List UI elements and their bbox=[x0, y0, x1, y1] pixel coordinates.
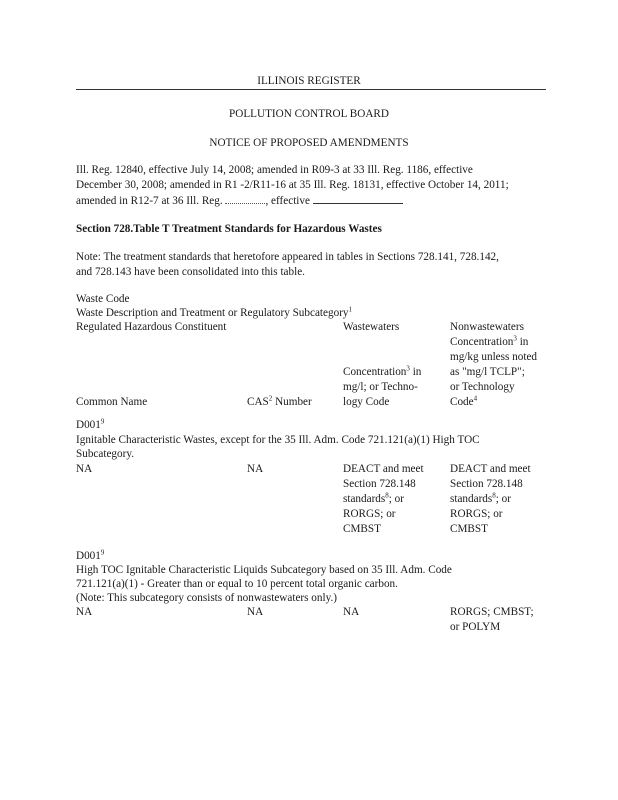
nww-header-in: in bbox=[516, 336, 529, 348]
entry-2-code bbox=[76, 549, 104, 564]
ww-header-in: in bbox=[409, 366, 422, 378]
entry-2-ww: NA bbox=[343, 606, 360, 618]
header-rule bbox=[76, 89, 546, 90]
note-line-1: Note: The treatment standards that heretofore appeared in tables in Sections 728.141, 728.142, bbox=[76, 251, 499, 263]
nww-header-code: Code bbox=[450, 396, 474, 408]
history-line-2: December 30, 2008; amended in R1 -2/R11-16 at 35 Ill. Reg. 18131, effective October 14, 2011; bbox=[76, 179, 509, 191]
nww-header-line-4: as "mg/l TCLP"; bbox=[450, 366, 525, 378]
regulated-header: Regulated Hazardous Constituent bbox=[76, 321, 227, 333]
cas-header-after: Number bbox=[272, 396, 312, 408]
entry-2-nww-line-1: RORGS; CMBST; bbox=[450, 606, 534, 618]
notice-title: NOTICE OF PROPOSED AMENDMENTS bbox=[209, 137, 409, 149]
ww-conc-footnote: 3 bbox=[406, 364, 410, 373]
wastewaters-header: Wastewaters bbox=[343, 321, 400, 333]
note-line-2: and 728.143 have been consolidated into this table. bbox=[76, 266, 305, 278]
entry-1-nww bbox=[450, 462, 531, 537]
nww-conc-footnote: 3 bbox=[513, 334, 517, 343]
nonwastewaters-header bbox=[450, 320, 537, 410]
cas-number-header bbox=[247, 395, 312, 410]
effective-date-blank bbox=[313, 193, 403, 204]
nww-header-line-1: Nonwastewaters bbox=[450, 321, 524, 333]
entry-2-common: NA bbox=[76, 606, 93, 618]
history-line-3 bbox=[76, 193, 403, 209]
register-page-blank bbox=[225, 193, 265, 204]
entry-1-ww-footnote: 8 bbox=[385, 491, 389, 500]
entry-1-code bbox=[76, 418, 104, 433]
entry-1-nww-footnote: 8 bbox=[492, 491, 496, 500]
entry-1-desc-line-2: Subcategory. bbox=[76, 448, 134, 460]
entry-1-desc-line-1: Ignitable Characteristic Wastes, except for the 35 Ill. Adm. Code 721.121(a)(1) High TOC bbox=[76, 434, 480, 446]
ww-header-line-1 bbox=[343, 365, 421, 380]
nww-header-conc: Concentration bbox=[450, 336, 514, 348]
entry-2-nww bbox=[450, 605, 534, 635]
cas-footnote: 2 bbox=[268, 394, 273, 403]
entry-1-code-text: D001 bbox=[76, 419, 101, 431]
entry-2-code-footnote: 9 bbox=[100, 548, 105, 557]
cas-header-text: CAS bbox=[247, 396, 269, 408]
entry-1-ww-line-1: DEACT and meet bbox=[343, 463, 424, 475]
entry-1-ww-line-3 bbox=[343, 492, 424, 507]
entry-2-cas: NA bbox=[247, 606, 264, 618]
entry-1-nww-line-3 bbox=[450, 492, 531, 507]
nww-header-line-6 bbox=[450, 395, 537, 410]
entry-1-cas: NA bbox=[247, 463, 264, 475]
history-line-3-text: amended in R12-7 at 36 Ill. Reg. bbox=[76, 195, 223, 207]
entry-1-ww-standards: standards bbox=[343, 493, 386, 505]
board-title: POLLUTION CONTROL BOARD bbox=[229, 108, 389, 120]
nww-header-line-2 bbox=[450, 335, 537, 350]
entry-1-nww-or: ; or bbox=[495, 493, 511, 505]
entry-1-ww-line-4: RORGS; or bbox=[343, 508, 396, 520]
entry-2-desc-line-3: (Note: This subcategory consists of nonwastewaters only.) bbox=[76, 592, 337, 604]
entry-2-desc-line-2: 721.121(a)(1) - Greater than or equal to 10 percent total organic carbon. bbox=[76, 578, 398, 590]
ww-header-line-2: mg/l; or Techno- bbox=[343, 381, 418, 393]
entry-1-nww-line-2: Section 728.148 bbox=[450, 478, 523, 490]
entry-1-nww-line-4: RORGS; or bbox=[450, 508, 503, 520]
entry-1-code-footnote: 9 bbox=[100, 417, 105, 426]
waste-desc-footnote: 1 bbox=[348, 305, 353, 314]
common-name-header: Common Name bbox=[76, 396, 148, 408]
entry-2-nww-line-2: or POLYM bbox=[450, 621, 501, 633]
waste-desc-header bbox=[76, 306, 352, 321]
history-line-1: Ill. Reg. 12840, effective July 14, 2008; amended in R09-3 at 33 Ill. Reg. 1186, effective bbox=[76, 164, 473, 176]
ww-header-conc: Concentration bbox=[343, 366, 407, 378]
section-title: Section 728.Table T Treatment Standards for Hazardous Wastes bbox=[76, 223, 382, 235]
entry-2-desc-line-1: High TOC Ignitable Characteristic Liquids Subcategory based on 35 Ill. Adm. Code bbox=[76, 564, 452, 576]
entry-1-ww-line-2: Section 728.148 bbox=[343, 478, 416, 490]
waste-code-header: Waste Code bbox=[76, 293, 130, 305]
entry-2-code-text: D001 bbox=[76, 550, 101, 562]
entry-1-ww-or: ; or bbox=[388, 493, 404, 505]
waste-desc-header-text: Waste Description and Treatment or Regulatory Subcategory bbox=[76, 307, 349, 319]
register-title: ILLINOIS REGISTER bbox=[257, 75, 361, 87]
entry-1-ww-line-5: CMBST bbox=[343, 523, 381, 535]
nww-header-line-3: mg/kg unless noted bbox=[450, 351, 538, 363]
entry-1-nww-standards: standards bbox=[450, 493, 493, 505]
nww-header-line-5: or Technology bbox=[450, 381, 515, 393]
nww-code-footnote: 4 bbox=[473, 394, 478, 403]
entry-1-common: NA bbox=[76, 463, 93, 475]
history-line-3-effective: , effective bbox=[265, 195, 310, 207]
ww-conc-header bbox=[343, 365, 421, 410]
entry-1-ww bbox=[343, 462, 424, 537]
entry-1-nww-line-5: CMBST bbox=[450, 523, 488, 535]
ww-header-line-3: logy Code bbox=[343, 396, 390, 408]
entry-1-nww-line-1: DEACT and meet bbox=[450, 463, 531, 475]
